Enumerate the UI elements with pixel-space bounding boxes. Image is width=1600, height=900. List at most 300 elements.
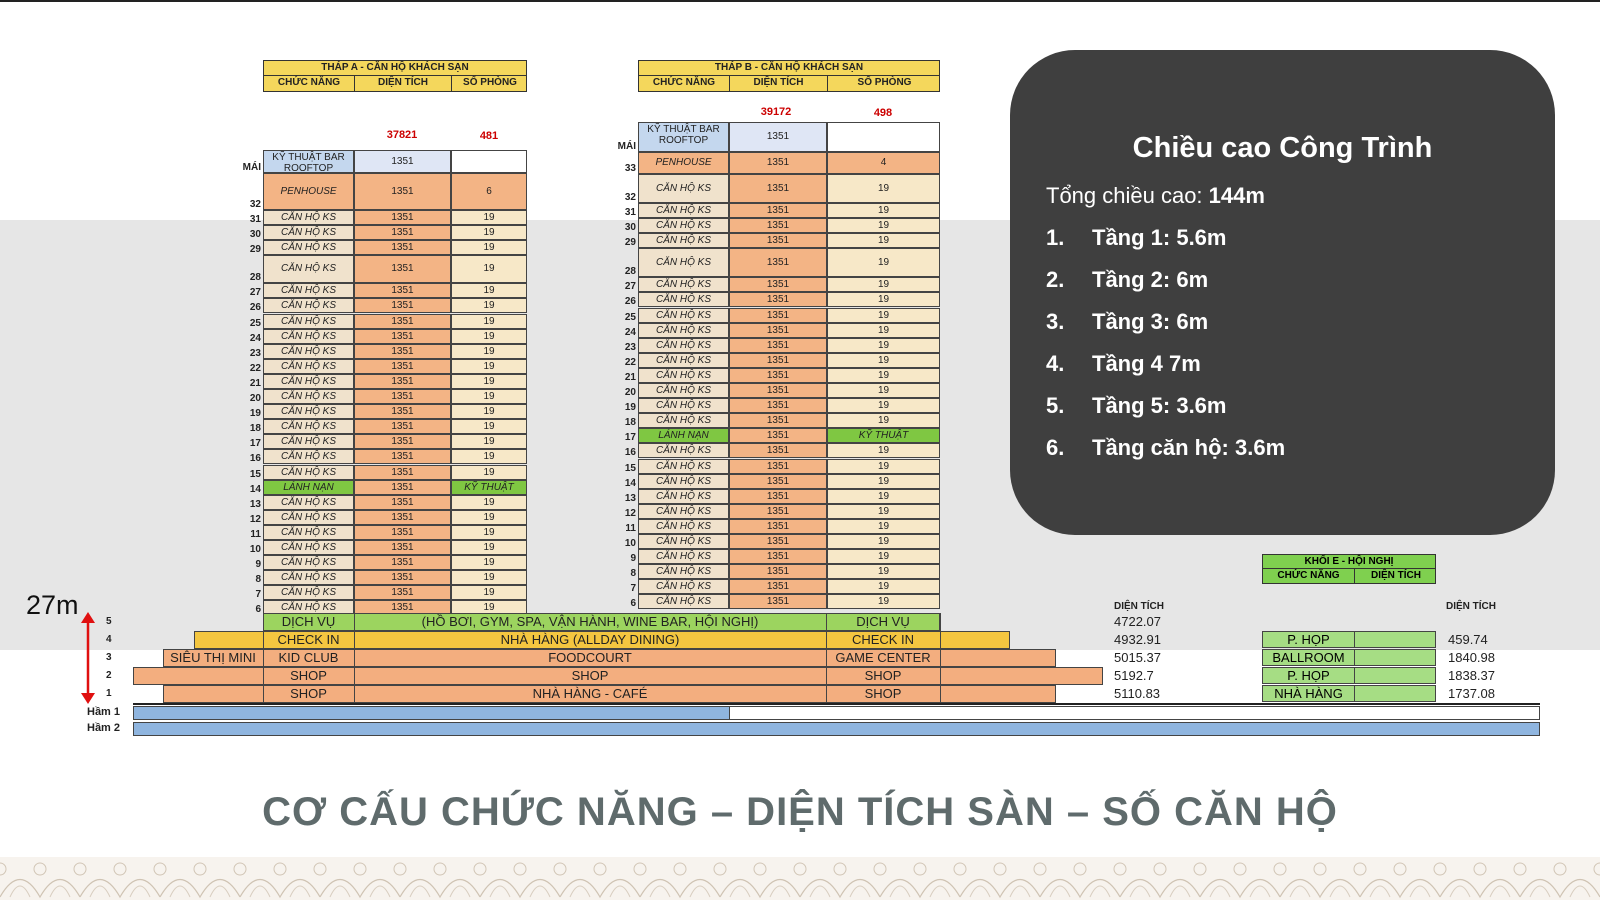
floor-function: CĂN HỘ KS [638,459,729,474]
floor-level-number: 23 [624,341,636,353]
floor-rooms: 19 [827,443,940,458]
floor-function: CĂN HỘ KS [263,525,354,540]
podium-level-area: 4722.07 [1114,614,1161,629]
floor-function: CĂN HỘ KS [263,419,354,434]
tower-b-floor-row [624,152,940,174]
floor-rooms: 19 [451,344,527,359]
floor-rooms: 19 [451,329,527,344]
block-e-area: 1737.08 [1448,686,1495,701]
ground-line [133,703,1540,705]
slide-title: CƠ CẤU CHỨC NĂNG – DIỆN TÍCH SÀN – SỐ CĂN HỘ [262,790,1338,834]
tower-b-floor-row [624,218,940,234]
floor-area: 1351 [354,344,451,359]
height-card-total [1046,183,1265,209]
floor-function: CĂN HỘ KS [263,344,354,359]
podium-cell-divider [940,649,941,667]
floor-function: CĂN HỘ KS [263,359,354,374]
floor-area: 1351 [354,434,451,449]
floor-level-number: 16 [624,447,636,459]
tower-b-floor-row [630,594,940,610]
floor-level-number: 30 [249,229,261,241]
floor-rooms: 19 [451,600,527,615]
floor-level-number: 7 [255,589,261,601]
tower-a-floor-row [249,374,527,389]
tower-a-total-area: 37821 [386,129,418,141]
floor-level-number: 14 [249,483,261,495]
tower-b-floor-row [617,122,940,152]
podium-cell-tower-b: DỊCH VỤ [856,614,910,629]
floor-area: 1351 [729,277,827,292]
floor-area: 1351 [354,389,451,404]
podium-cell-tower-a: KID CLUB [278,650,339,665]
tower-a-floor-row [249,449,527,465]
floor-rooms: 19 [827,564,940,579]
floor-rooms: 19 [451,570,527,585]
floor-function: CĂN HỘ KS [263,404,354,419]
tower-a-floor-row [249,329,527,344]
block-e-function: P. HỌP [1263,632,1355,647]
tower-a-total-rooms: 481 [479,130,499,142]
floor-function: CĂN HỘ KS [638,398,729,413]
floor-rooms: 19 [827,534,940,549]
block-e-function: P. HỌP [1263,668,1355,683]
tower-a-floor-row [249,298,527,314]
floor-level-number: 10 [249,544,261,556]
floor-level-number: 13 [249,498,261,510]
floor-area: 1351 [729,413,827,428]
floor-function: CĂN HỘ KS [263,298,354,313]
floor-area: 1351 [354,600,451,615]
tower-b-col-area: DIỆN TÍCH [730,76,828,91]
total-height-value: 144m [1208,183,1265,208]
floor-level-number: 28 [624,266,636,278]
floor-function: CĂN HỘ KS [638,248,729,277]
height-card-item-number: 3. [1046,309,1065,334]
tower-a-floor-row [249,404,527,420]
tower-a-floor-row [249,540,527,556]
basement-1-bar [133,706,730,720]
floor-area: 1351 [354,570,451,585]
podium-cell-divider [940,613,941,631]
floor-area: 1351 [729,353,827,368]
floor-level-number: 16 [249,453,261,465]
floor-area: 1351 [354,240,451,255]
floor-area: 1351 [354,150,451,173]
floor-function: CĂN HỘ KS [263,210,354,225]
floor-level-number: 32 [624,192,636,203]
floor-rooms: 19 [827,549,940,564]
floor-rooms: 19 [451,210,527,225]
block-e-area: 1838.37 [1448,668,1495,683]
podium-level-area: 5015.37 [1114,650,1161,665]
floor-rooms: 19 [827,277,940,292]
tower-a-floor-row [250,525,527,540]
floor-function: CĂN HỘ KS [263,540,354,555]
tower-b-floor-row [624,308,940,323]
floor-rooms: 19 [827,383,940,398]
floor-level-number: 23 [249,347,261,359]
floor-level-number: 26 [249,302,261,314]
basement-2-bar [133,722,1540,736]
height-card-item-text: Tầng 5: 3.6m [1092,393,1227,418]
tower-b-floor-row [624,459,940,474]
floor-rooms: 19 [827,248,940,277]
floor-rooms: 19 [451,359,527,374]
tower-b-floor-row [624,413,940,429]
floor-rooms: 19 [827,579,940,594]
floor-function: CĂN HỘ KS [638,549,729,564]
tower-b-floor-row [624,174,940,203]
tower-b-floor-row [624,428,940,444]
floor-area: 1351 [729,579,827,594]
floor-function: CĂN HỘ KS [638,174,729,203]
tower-a-title: THÁP A - CĂN HỘ KHÁCH SẠN [264,61,526,76]
floor-rooms: 19 [827,218,940,233]
floor-rooms: 19 [451,283,527,298]
floor-area: 1351 [354,173,451,210]
floor-area: 1351 [729,443,827,458]
floor-level-number: 26 [624,296,636,308]
floor-level-number: 20 [249,393,261,405]
floor-area: 1351 [729,338,827,353]
tower-b-title: THÁP B - CĂN HỘ KHÁCH SẠN [639,61,939,76]
floor-level-number: 8 [630,568,636,580]
floor-area: 1351 [354,255,451,283]
height-card-item [1046,435,1285,461]
floor-function: CĂN HỘ KS [263,555,354,570]
floor-area: 1351 [354,510,451,525]
floor-function: CĂN HỘ KS [638,413,729,428]
podium-cell-divider [940,631,941,649]
tower-a-header [263,60,527,92]
top-border [0,0,1600,2]
floor-level-number: 21 [249,377,261,389]
floor-area: 1351 [354,419,451,434]
floor-area: 1351 [729,323,827,338]
floor-function: LÁNH NẠN [638,428,729,443]
floor-function: CĂN HỘ KS [638,474,729,489]
floor-level-number: 32 [249,199,261,210]
floor-level-number: 28 [249,272,261,284]
height-card-item [1046,225,1226,251]
basement-2-label: Hầm 2 [87,722,121,734]
floor-level-number: 19 [249,408,261,420]
floor-level-number: 17 [249,438,261,450]
floor-rooms: 19 [451,525,527,540]
floor-function: CĂN HỘ KS [638,579,729,594]
floor-area: 1351 [729,292,827,307]
tower-a-col-rooms: SỐ PHÒNG [463,77,517,88]
tower-b-floor-row [630,549,940,565]
height-card-item-number: 1. [1046,225,1065,250]
floor-rooms: 19 [451,540,527,555]
tower-a-floor-row [242,150,527,173]
block-e-title: KHỐI E - HỘI NGHỊ [1263,555,1435,569]
floor-rooms: 19 [451,225,527,240]
floor-function: CĂN HỘ KS [263,314,354,329]
tower-a-floor-row [249,240,527,256]
floor-level-number: 27 [624,281,636,293]
floor-function: CĂN HỘ KS [638,218,729,233]
floor-level-number: 20 [624,387,636,399]
floor-level-number: 22 [249,362,261,374]
floor-area: 1351 [729,428,827,443]
floor-area: 1351 [729,549,827,564]
floor-function: CĂN HỘ KS [263,510,354,525]
tower-b-floor-row [625,519,940,534]
floor-function: CĂN HỘ KS [263,225,354,240]
floor-rooms: 19 [451,434,527,449]
tower-b-floor-row [624,368,940,383]
tower-a-col-function: CHỨC NĂNG [264,76,355,91]
tower-a-floor-row [249,359,527,374]
floor-level-number: 14 [624,477,636,489]
floor-rooms: 19 [827,398,940,413]
podium-cell-left: SIÊU THỊ MINI [170,650,256,665]
tower-b-total-area: 39172 [760,106,792,118]
height-card-item-text: Tầng 4 7m [1092,351,1201,376]
podium-cell-tower-a: CHECK IN [277,632,340,647]
floor-function: KỸ THUẬT BAR ROOFTOP [638,122,729,152]
podium-cell-center: NHÀ HÀNG (ALLDAY DINING) [500,632,680,647]
floor-rooms: 19 [827,174,940,203]
floor-function: CĂN HỘ KS [638,383,729,398]
floor-function: CĂN HỘ KS [263,374,354,389]
tower-a-floor-row [255,555,527,571]
floor-level-number: 29 [249,244,261,256]
block-e-header [1262,554,1436,584]
floor-rooms: 19 [451,585,527,600]
floor-rooms [827,122,940,152]
floor-function: CĂN HỘ KS [263,240,354,255]
floor-function: CĂN HỘ KS [638,338,729,353]
floor-function: CĂN HỘ KS [263,465,354,480]
podium-cell-divider [940,667,941,685]
floor-level-number: 24 [249,332,261,344]
floor-area: 1351 [729,594,827,609]
basement-1-outline [730,706,1540,720]
floor-rooms: 19 [451,255,527,283]
floor-function: CĂN HỘ KS [638,323,729,338]
floor-level-number: 7 [630,583,636,595]
floor-level-number: 25 [249,317,261,329]
floor-area: 1351 [729,174,827,203]
tower-a-floor-row [249,465,527,480]
floor-rooms: 19 [451,374,527,389]
tower-a-floor-row [249,344,527,359]
tower-a-floor-row [249,480,527,495]
podium-cell-tower-b: SHOP [864,686,902,701]
floor-area: 1351 [729,248,827,277]
tower-a-floor-row [249,434,527,450]
block-e-row [1262,685,1436,702]
floor-level-number: 12 [624,507,636,519]
floor-area: 1351 [354,298,451,313]
floor-area: 1351 [729,504,827,519]
floor-level-number: 21 [624,371,636,383]
floor-level-number: 30 [624,222,636,234]
floor-function: CĂN HỘ KS [638,504,729,519]
block-e-function: NHÀ HÀNG [1263,686,1355,701]
floor-area: 1351 [729,203,827,218]
podium-cell-center: SHOP [571,668,609,683]
floor-level-number: 17 [624,432,636,444]
tower-b-floor-row [624,353,940,368]
block-e-row [1262,667,1436,684]
floor-rooms: 4 [827,152,940,174]
podium-cell-tower-a: SHOP [290,668,327,683]
floor-level-number: 24 [624,326,636,338]
floor-function: CĂN HỘ KS [263,585,354,600]
tower-a-floor-row [249,210,527,226]
total-height-label: Tổng chiều cao: [1046,183,1209,208]
tower-b-col-rooms: SỐ PHÒNG [857,77,912,88]
floor-rooms: KỸ THUẬT [451,480,527,495]
floor-level-number: 18 [249,423,261,435]
floor-level-number: 31 [249,214,261,226]
floor-level-number: 6 [255,604,261,616]
height-card-item-text: Tầng 3: 6m [1092,309,1209,334]
podium-level-area: 5110.83 [1114,686,1161,701]
tower-b-floor-row [624,203,940,219]
floor-level-number: 33 [624,163,636,174]
height-card-item [1046,393,1226,419]
podium-level-number: 2 [106,670,112,681]
height-card-title: Chiều cao Công Trình [1132,132,1433,164]
floor-rooms: 19 [451,555,527,570]
tower-b-floor-row [624,277,940,293]
block-e-row [1262,631,1436,648]
podium-cell-tower-b: GAME CENTER [835,650,931,665]
podium-level-number: 3 [106,652,112,663]
floor-area: 1351 [354,525,451,540]
tower-a-floor-row [249,255,527,284]
floor-area: 1351 [729,459,827,474]
floor-function: CĂN HỘ KS [263,389,354,404]
floor-area: 1351 [729,218,827,233]
podium-cell-divider [940,685,941,703]
floor-area: 1351 [729,489,827,504]
floor-area: 1351 [729,122,827,152]
block-e-row [1262,649,1436,666]
floor-function: CĂN HỘ KS [638,203,729,218]
floor-area: 1351 [354,449,451,464]
podium-cell-tower-a: SHOP [290,686,327,701]
floor-rooms: 19 [827,519,940,534]
floor-area: 1351 [354,210,451,225]
floor-function: CĂN HỘ KS [638,233,729,248]
floor-function: CĂN HỘ KS [638,443,729,458]
floor-area: 1351 [354,374,451,389]
tower-b-floor-row [624,534,940,550]
floor-level-number: 6 [630,598,636,610]
floor-area: 1351 [354,465,451,480]
floor-level-number: 31 [624,207,636,219]
floor-area: 1351 [354,540,451,555]
floor-rooms: 6 [451,173,527,210]
decorative-pattern-footer [0,857,1600,900]
height-arrow [76,612,100,704]
floor-rooms: 19 [451,298,527,313]
tower-a-floor-row [255,570,527,586]
floor-function: CĂN HỘ KS [638,353,729,368]
floor-function: CĂN HỘ KS [638,519,729,534]
floor-function: CĂN HỘ KS [263,495,354,510]
floor-function: CĂN HỘ KS [638,564,729,579]
floor-function: CĂN HỘ KS [263,449,354,464]
tower-b-floor-row [630,579,940,595]
height-card-item [1046,351,1201,377]
tower-a-floor-row [249,225,527,241]
tower-b-floor-row [624,338,940,353]
tower-a-floor-row [249,510,527,525]
tower-b-total-rooms: 498 [873,107,893,119]
floor-rooms: 19 [827,504,940,519]
tower-b-floor-row [624,292,940,308]
block-e-function: BALLROOM [1263,650,1355,665]
floor-function: CĂN HỘ KS [638,368,729,383]
floor-level-number: MÁI [242,162,261,173]
floor-rooms: 19 [451,495,527,510]
floor-rooms: 19 [451,419,527,434]
floor-function: CĂN HỘ KS [263,600,354,615]
floor-area: 1351 [729,233,827,248]
tower-b-floor-row [624,443,940,459]
floor-rooms: 19 [451,449,527,464]
floor-function: CĂN HỘ KS [638,534,729,549]
floor-rooms: 19 [827,233,940,248]
block-e-area: 459.74 [1448,632,1488,647]
height-card-item-number: 4. [1046,351,1065,376]
podium-level-area: 5192.7 [1114,668,1154,683]
basement-1-label: Hầm 1 [87,706,121,718]
floor-rooms: 19 [827,323,940,338]
floor-rooms: 19 [827,338,940,353]
floor-area: 1351 [354,555,451,570]
floor-area: 1351 [354,329,451,344]
tower-b-floor-row [624,504,940,519]
floor-rooms: 19 [827,308,940,323]
floor-rooms: KỸ THUẬT [827,428,940,443]
floor-area: 1351 [354,283,451,298]
floor-area: 1351 [729,383,827,398]
tower-b-floor-row [624,248,940,278]
floor-level-number: 22 [624,356,636,368]
floor-function: CĂN HỘ KS [638,277,729,292]
tower-a-floor-row [249,495,527,510]
floor-function: PENHOUSE [638,152,729,174]
floor-area: 1351 [729,308,827,323]
floor-rooms: 19 [827,474,940,489]
tower-a-floor-row [249,389,527,405]
podium-cell-center: FOODCOURT [548,650,632,665]
tower-b-floor-row [624,398,940,414]
floor-rooms: 19 [451,404,527,419]
floor-rooms: 19 [451,240,527,255]
podium-area-header: DIỆN TÍCH [1114,601,1164,612]
floor-function: CĂN HỘ KS [263,570,354,585]
floor-area: 1351 [729,519,827,534]
floor-area: 1351 [354,314,451,329]
floor-rooms: 19 [827,459,940,474]
floor-level-number: 10 [624,538,636,550]
tower-a-floor-row [249,173,527,210]
floor-rooms: 19 [451,314,527,329]
floor-level-number: 11 [250,528,261,540]
height-card-item-number: 2. [1046,267,1065,292]
floor-area: 1351 [354,495,451,510]
tower-b-floor-row [624,489,940,504]
